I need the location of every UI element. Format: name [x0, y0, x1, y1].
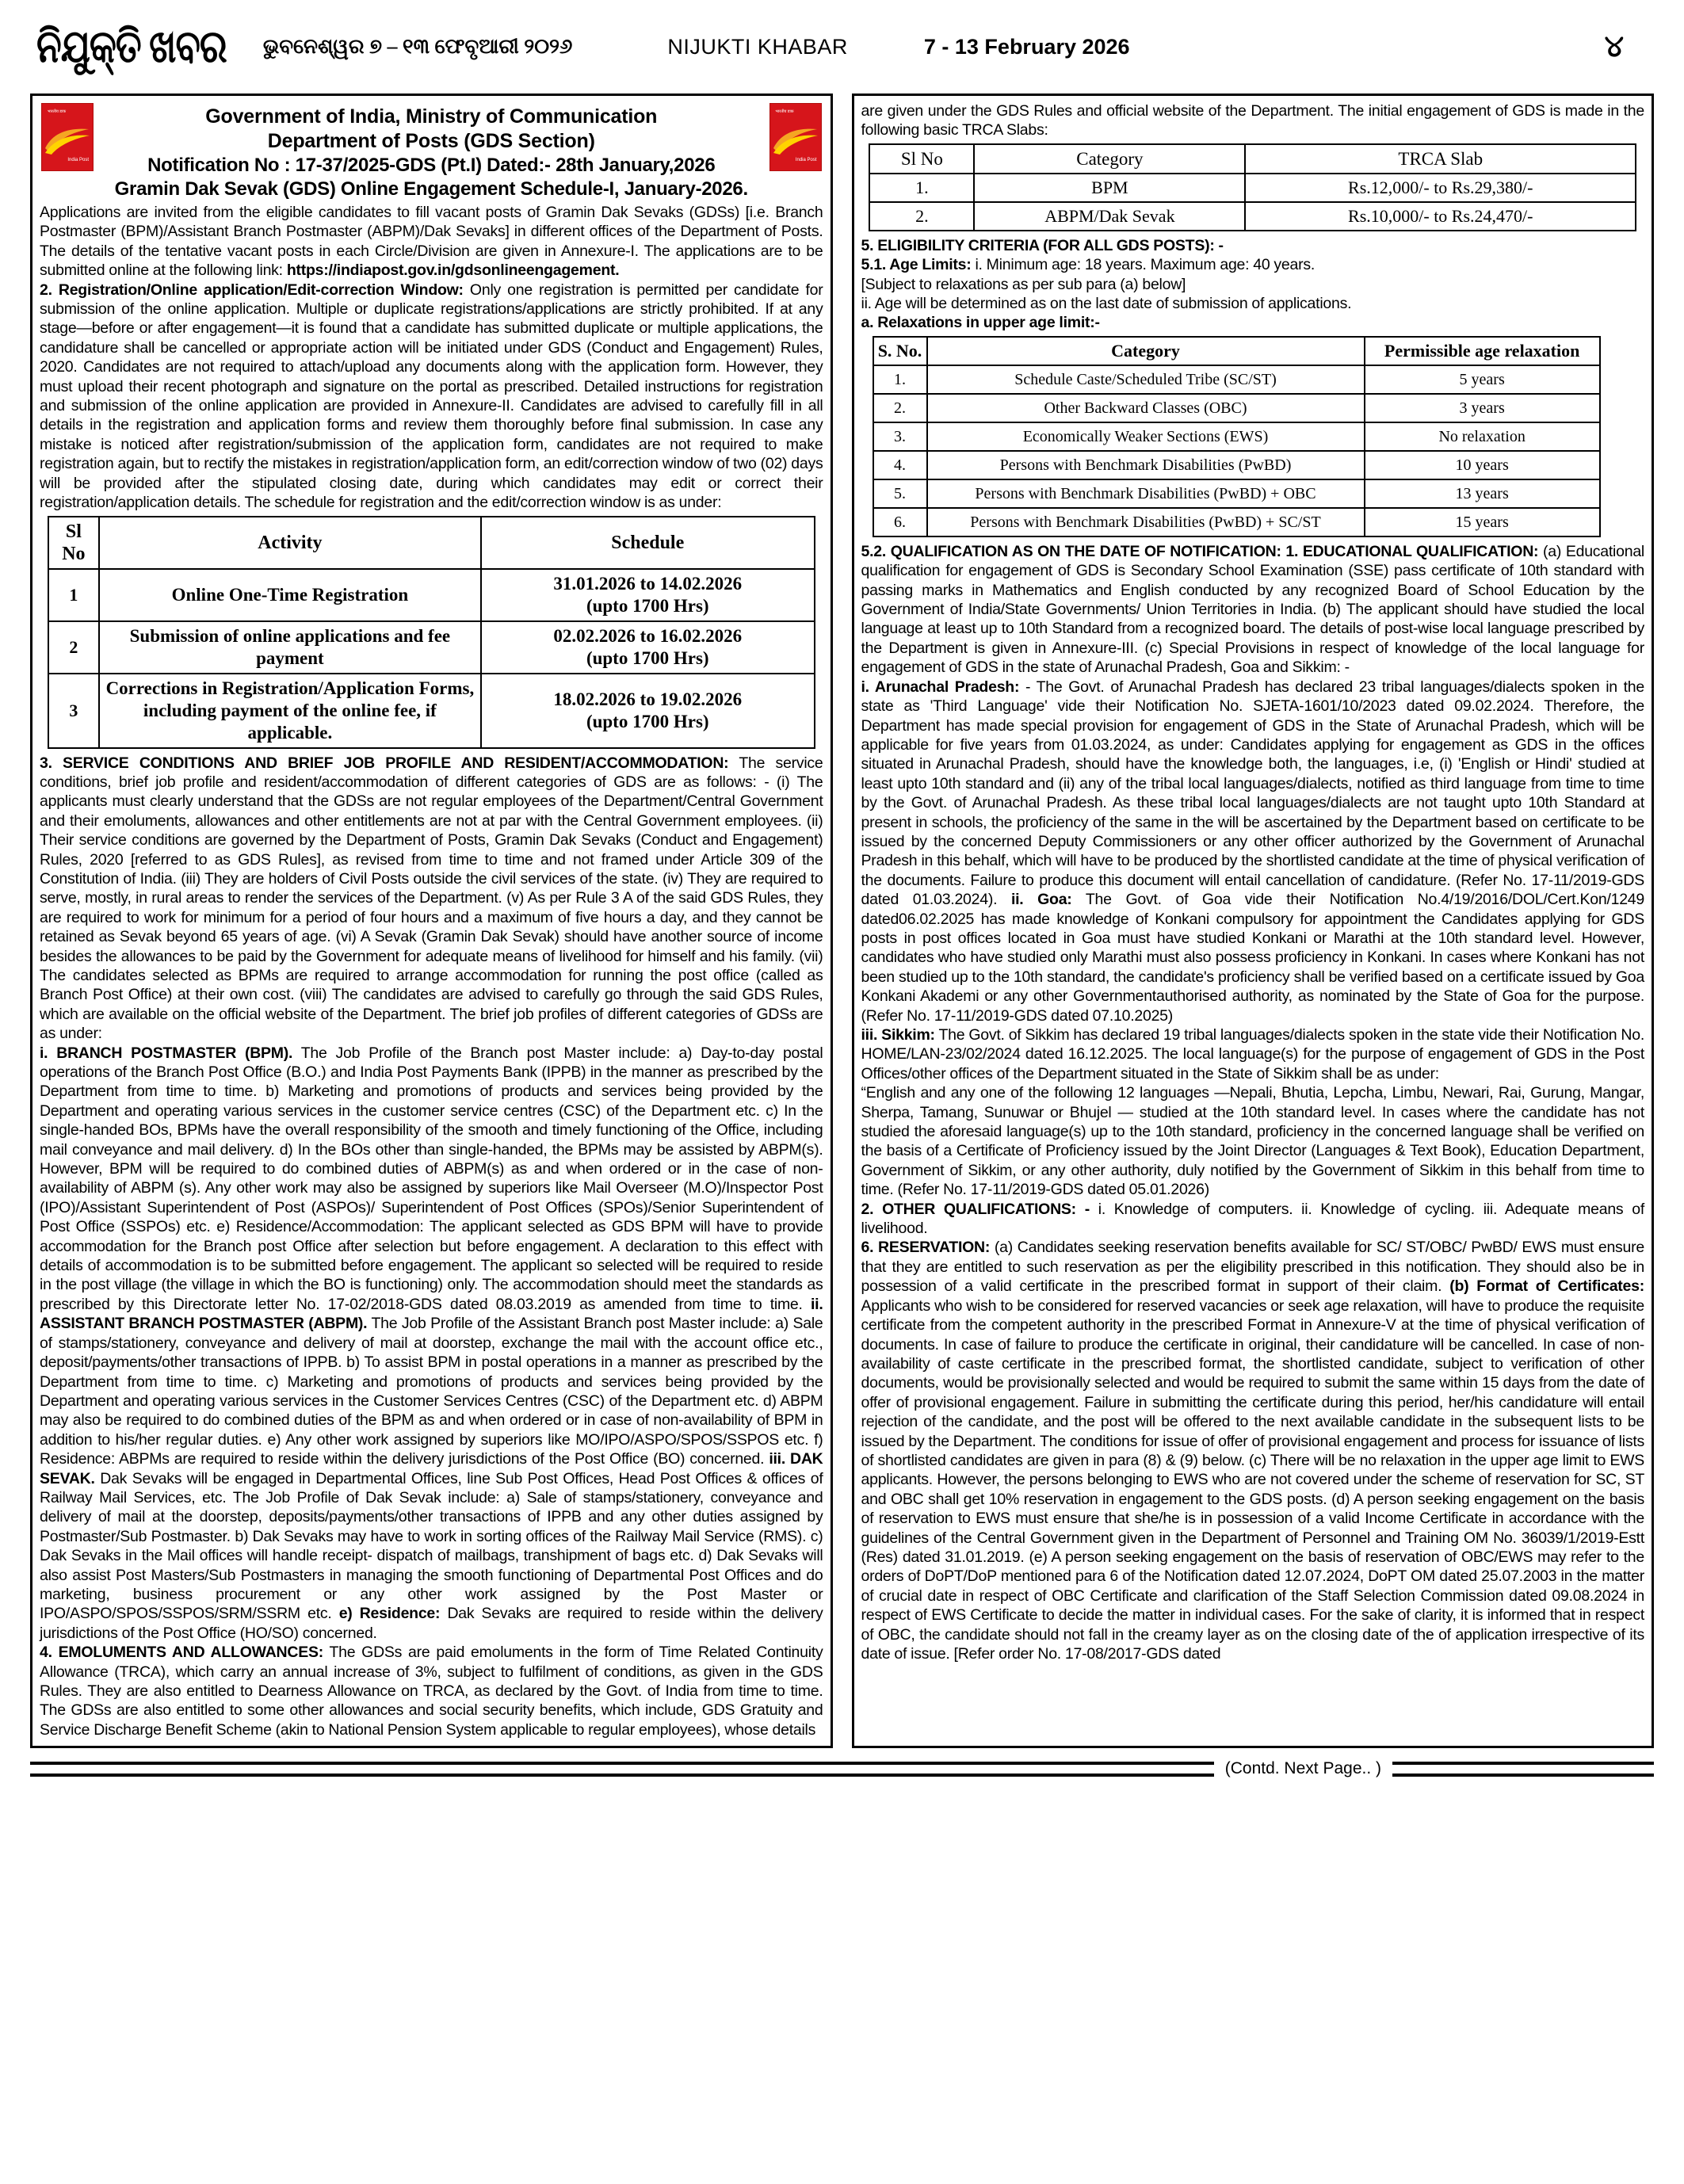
row-category: Schedule Caste/Scheduled Tribe (SC/ST): [927, 365, 1365, 394]
table-row: [869, 202, 1636, 231]
footer-rule: [30, 1759, 1654, 1778]
service-conditions-paragraph: [40, 754, 823, 1044]
row-relaxation: No relaxation: [1365, 422, 1600, 451]
registration-text: Only one registration is permitted per candidate for submission of the online application. Multiple or duplicate registrations/applications are strictly prohibited. If at any stage—before or after engagement—it is found that a candidate has submitted duplicate or multiple applications, the candidature shall be cancelled or appropriate action will be initiated under GDS (Conduct and Engagement) Rules, 2020. Candidates are not required to attach/upload any documents along with the application form. However, they must upload their recent photograph and signature on the portal as prescribed. Detailed instructions for registration and submission of the online application are provided in Annexure-II. Candidates are advised to carefully fill in all details in the registration and application forms and review them thoroughly before final submission. In case any mistake is noticed after registration/submission of the application form, candidates are not required to make registration again, but to rectify the mistakes in registration/application form, an edit/correction window of two (02) days will be provided after the stipulated closing date, during which candidates may edit or correct their registration/application details. The schedule for registration and the edit/correction window is as under:: [40, 281, 823, 512]
reservation-paragraph: [861, 1238, 1645, 1663]
other-qualifications-paragraph: [861, 1200, 1645, 1239]
table-row: [873, 394, 1600, 422]
row-sl: 2.: [869, 202, 974, 231]
schedule-dates: 02.02.2026 to 16.02.2026: [553, 625, 743, 646]
content-columns: [30, 94, 1654, 1748]
row-schedule: [481, 569, 815, 621]
table-row: [873, 365, 1600, 394]
row-sl: 1.: [873, 365, 927, 394]
age-determination-note: ii. Age will be determined as on the last date of submission of applications.: [861, 295, 1352, 313]
footer-bar-left: [30, 1762, 1214, 1777]
service-conditions-text: The service conditions, brief job profile and resident/accommodation of different categories of GDS are as follows: - (i) The applicants must clearly understand that the GDSs are not regular employees of the Department/Central Government and their emoluments, allowances and other entitlements are not at par with the Central Government employees. (ii) Their service conditions are governed by the Department of Posts, Gramin Dak Sevaks (Conduct and Engagement) Rules, 2020 [referred to as GDS Rules], as revised from time to time and not framed under Article 309 of the Constitution of India. (iii) They are holders of Civil Posts outside the civil services of the state. (iv) They are required to serve, mostly, in rural areas to render the services of the Department. (v) As per Rule 3 A of the said GDS Rules, they are required to work for minimum for a period of four hours and a maximum of five hours a day, and they cannot be retained as Sevak beyond 65 years of age. (vi) A Sevak (Gramin Dak Sevak) should have another source of income besides the allowances to be paid by the Government for adequate means of livelihood for himself and his family. (vii) The candidates selected as BPMs are required to arrange accommodation for running the post office (called as Branch Post Office) at their own cost. (viii) The candidates are advised to carefully go through the said GDS Rules, which are available on the official website of the Department. The brief job profiles of different categories of GDSs are as under:: [40, 754, 823, 1043]
row-sl: 1.: [869, 174, 974, 202]
registration-heading: 2. Registration/Online application/Edit-correction Window:: [40, 281, 464, 299]
age-limits-text: i. Minimum age: 18 years. Maximum age: 40 years.: [971, 256, 1316, 274]
intro-paragraph: [40, 203, 823, 281]
schedule-dates: 31.01.2026 to 14.02.2026: [553, 573, 743, 594]
india-post-logo-left-icon: [41, 103, 94, 171]
row-schedule: [481, 674, 815, 748]
emoluments-heading: 4. EMOLUMENTS AND ALLOWANCES:: [40, 1644, 323, 1662]
arunachal-paragraph: [861, 678, 1645, 1025]
header-sl-no: Sl No: [869, 144, 974, 174]
relaxation-subheading: [861, 313, 1645, 332]
reservation-heading: 6. RESERVATION:: [861, 1239, 991, 1257]
age-limits-heading: 5.1. Age Limits:: [861, 256, 972, 274]
masthead: [30, 0, 1654, 94]
row-slab: Rs.12,000/- to Rs.29,380/-: [1245, 174, 1636, 202]
sikkim-quote-paragraph: “English and any one of the following 12 languages —Nepali, Bhutia, Lepcha, Limbu, Newari, Rai, Gurung, Mangar, Sherpa, Tamang, Sunuwar or Bhujel — studied at the 10th standard level. In cases where the candidate has not studied the aforesaid language(s) up to the 10th standard, proficiency in the concerned language shall be verified on the basis of a Certificate of Proficiency issued by the Joint Director (Languages & Text Book), Education Department, Government of Sikkim, or any other authority, duly notified by the Government of Sikkim in this behalf from time to time. (Refer No. 17-11/2019-GDS dated 05.01.2026): [861, 1084, 1644, 1199]
contd-label: (Contd. Next Page.. ): [1224, 1759, 1381, 1778]
row-sl: 4.: [873, 451, 927, 479]
table-header-row: [48, 517, 815, 569]
row-activity: Online One-Time Registration: [99, 569, 481, 621]
eligibility-heading-text: 5. ELIGIBILITY CRITERIA (FOR ALL GDS POSTS): -: [861, 236, 1224, 254]
row-sl: 2: [48, 621, 99, 674]
relaxation-subheading-text: a. Relaxations in upper age limit:-: [861, 314, 1100, 332]
header-activity: Activity: [99, 517, 481, 569]
row-category: Persons with Benchmark Disabilities (PwBD): [927, 451, 1365, 479]
service-conditions-heading: 3. SERVICE CONDITIONS AND BRIEF JOB PROFILE AND RESIDENT/ACCOMMODATION:: [40, 754, 729, 772]
eligibility-heading: [861, 236, 1645, 255]
table-row: [869, 174, 1636, 202]
other-qualifications-heading: 2. OTHER QUALIFICATIONS: -: [861, 1200, 1090, 1218]
schedule-time: (upto 1700 Hrs): [586, 595, 709, 616]
reservation-text-b: Applicants who wish to be considered for reserved vacancies or seek age relaxation, will have to produce the requisite certificate from the competent authority in the prescribed Format in Annexure-V at the time of physical verification of documents. In case of failure to produce the certificate in original, their candidature will be cancelled. In case of non-availability of caste certificate in the prescribed format, the shortlisted candidate, subject to verification of other documents, would be provisionally selected and would be required to submit the same within 15 days from the date of offer of provisional engagement. Failure in submitting the certificate during this period, her/his candidature will entail rejection of the candidate, and the post will be offered to the next available candidate in the subsequent lists to be issued by the Department. The conditions for issue of offer of provisional engagement and process for issuance of lists of shortlisted candidates are given in para (8) & (9) below. (c) There will be no relaxation in the upper age limit to EWS applicants. However, the persons belonging to EWS who are not covered under the scheme of reservation for SC, ST and OBC shall get 10% reservation in engagement to the GDS posts. (d) A person seeking engagement on the basis of reservation to EWS must ensure that she/he is in possession of a valid Income Certificate in accordance with the guidelines of the Central Government given in the Department of Personnel and Training OM No. 36039/1/2019-Estt (Res) dated 31.01.2019. (e) A person seeking engagement on the basis of reservation of OBC/EWS may refer to the orders of DoPT/DoP mentioned para 6 of the Notification dated 12.07.2024, DoPT OM dated 25.07.2003 in the matter of crucial date in respect of OBC Certificate and clarification of the Staff Selection Commission dated 09.08.2024 in respect of EWS Certificate to decide the matter in individual cases. For the sake of clarity, it is informed that in respect of OBC, the candidate should not fall in the creamy layer as on the closing date of the of application irrespective of its date of issue. [Refer order No. 17-08/2017-GDS dated: [861, 1296, 1644, 1663]
abpm-text: The Job Profile of the Assistant Branch post Master include: a) Sale of stamps/stationery, conveyance and delivery of mail at doorstep, exchange the mail with the account office etc., deposit/payments/other transactions of IPPB. b) To assist BPM in postal operations in a manner as prescribed by the Department from time to time. c) Marketing and promotions of products and services being provided by the Department and operating various services in the Customer Services Centres (CSC) of the Department etc. d) ABPM may also be required to do combined duties of the BPM as and when ordered or in case of non-availability of BPM in addition to his/her regular duties. e) Any other work assigned by superiors like MO/IPO/ASPO/SPOS/SSPOS etc. f) Residence: ABPMs are required to reside within the delivery jurisdictions of the Post Office (BO) concerned.: [40, 1315, 823, 1468]
notification-title-line1: Government of India, Ministry of Communication: [205, 105, 658, 128]
schedule-time: (upto 1700 Hrs): [586, 647, 709, 668]
table-row: [873, 451, 1600, 479]
row-category: Other Backward Classes (OBC): [927, 394, 1365, 422]
emoluments-paragraph: [40, 1643, 823, 1739]
age-limits-line: [861, 255, 1645, 274]
notification-header: [40, 101, 823, 203]
header-permissible-relaxation: Permissible age relaxation: [1365, 337, 1600, 365]
dak-sevak-text: Dak Sevaks will be engaged in Departmental Offices, line Sub Post Offices, Head Post Offices & offices of Railway Mail Services, etc. The Job Profile of Dak Sevak include: a) Sale of stamps/stationery, conveyance and delivery of mail at the doorstep, deposits/payments/other transactions of IPPB and any other duties assigned by Postmaster/Sub Postmaster. b) Dak Sevaks may have to work in sorting offices of the Railway Mail Service (RMS). c) Dak Sevaks in the Mail offices will handle receipt- dispatch of mailbags, transhipment of bags etc. d) Dak Sevaks will also assist Post Masters/Sub Postmasters in managing the smooth functioning of Departmental Post Offices and do marketing, business procurement or any other work assigned by the Post Master or IPO/ASPO/SPOS/SSPOS/SRM/SSRM etc.: [40, 1469, 823, 1623]
bpm-paragraph: [40, 1044, 823, 1644]
schedule-table: [48, 516, 815, 749]
masthead-date-english: 7 - 13 February 2026: [923, 34, 1130, 59]
header-schedule: Schedule: [481, 517, 815, 569]
stamp-hindi-label-2: भारतीय डाक: [775, 109, 794, 114]
row-category: ABPM/Dak Sevak: [974, 202, 1245, 231]
table-row: [48, 674, 815, 748]
header-category: Category: [927, 337, 1365, 365]
row-relaxation: 5 years: [1365, 365, 1600, 394]
qualification-paragraph: [861, 542, 1645, 678]
row-category: Economically Weaker Sections (EWS): [927, 422, 1365, 451]
row-slab: Rs.10,000/- to Rs.24,470/-: [1245, 202, 1636, 231]
row-relaxation: 10 years: [1365, 451, 1600, 479]
table-row: [48, 569, 815, 621]
table-header-row: [873, 337, 1600, 365]
notification-schedule-title: Gramin Dak Sevak (GDS) Online Engagement Schedule-I, January-2026.: [114, 178, 748, 200]
masthead-date-odia: ଭୁବନେଶ୍ୱର ୭ – ୧୩ ଫେବୃଆରୀ ୨୦୨୬: [262, 34, 573, 58]
india-post-swoosh-icon: [45, 128, 90, 155]
bpm-text: The Job Profile of the Branch post Master include: a) Day-to-day postal operations of the Branch Post Office (B.O.) and India Post Payments Bank (IPPB) in the manner as prescribed by the Department from time to time. b) Marketing and promotions of products and services being provided by the Department and operating various services in the customer service centres (CSC) of the Department etc. c) In the single-handed BOs, BPMs have the overall responsibility of the smooth and timely functioning of the Office, including mail conveyance and mail delivery. d) In the BOs other than single-handed, the BPMs may be assisted by ABPM(s). However, BPM will be required to do combined duties of ABPM(s) as and when ordered or in the case of non-availability of ABPM (s). Any other work may also be assigned by superiors like Mail Overseer (M.O)/Inspector Post (IPO)/Assistant Superintendent of Post (ASPOs)/ Superintendent of Post Offices (SPOs)/Senior Superintendent of Post Office (SSPOs) etc. e) Residence/Accommodation: The applicant selected as GDS BPM will have to provide accommodation for the Branch post Office after selection but before engagement. A declaration to this effect with details of accommodation is to be submitted before engagement. The applicant so selected will be required to reside in the post village (the village in which the BO is functioning) only. The accommodation should meet the standards as prescribed by this Directorate letter No. 17-02/2018-GDS dated 08.03.2019 as amended from time to time.: [40, 1044, 823, 1313]
qualification-text: (a) Educational qualification for engagement of GDS is Secondary School Examination (SSE) pass certificate of 10th standard with passing marks in Mathematics and English conducted by any recognized Board of School Education by the Government of India/State Governments/ Union Territories in India. (b) The applicant should have studied the local language at least up to 10th Standard from a recognized board. The details of post-wise local language prescribed by the Department is given in Annexure-III. (c) Special Provisions in respect of knowledge of the local language for engagement of GDS in the state of Arunachal Pradesh, Goa and Sikkim: -: [861, 542, 1644, 677]
row-relaxation: 3 years: [1365, 394, 1600, 422]
row-schedule: [481, 621, 815, 674]
notification-title-line2: Department of Posts (GDS Section): [267, 130, 595, 152]
goa-text: The Govt. of Goa vide their Notification No.4/19/2016/DOL/Cert.Kon/1249 dated06.02.2025 has made knowledge of Konkani compulsory for appointment the Candidates applying for GDS posts in post offices located in Goa must have studied Konkani or Marathi at the 10th standard level. However, candidates who have studied only Marathi must also possess proficiency in Konkani. In cases where Konkani has not been studied up to the 10th standard, the candidate's proficiency shall be verified based on a certificate issued by Goa Konkani Akademi or any other Governmentauthorised authority, as nominated by the State of Goa for the purpose. (Refer No. 17-11/2019-GDS dated 07.10.2025): [861, 891, 1644, 1025]
left-column: [30, 94, 833, 1748]
dak-residence-text: Dak Sevaks are required to reside within the delivery jurisdictions of the Post Office (HO/SO) concerned.: [40, 1605, 823, 1642]
row-sl: 2.: [873, 394, 927, 422]
row-sl: 3: [48, 674, 99, 748]
row-relaxation: 13 years: [1365, 479, 1600, 508]
continuation-paragraph: are given under the GDS Rules and official website of the Department. The initial engagement of GDS is made in the following basic TRCA Slabs:: [861, 102, 1644, 139]
newspaper-logo: ନିଯୁକ୍ତି ଖବର: [36, 21, 227, 72]
sikkim-paragraph: [861, 1025, 1645, 1083]
row-category: BPM: [974, 174, 1245, 202]
registration-paragraph: [40, 281, 823, 513]
dak-sevak-heading: iii. DAK SEVAK.: [40, 1450, 823, 1487]
row-category: Persons with Benchmark Disabilities (PwBD) + SC/ST: [927, 508, 1365, 536]
row-activity: Submission of online applications and fee payment: [99, 621, 481, 674]
row-relaxation: 15 years: [1365, 508, 1600, 536]
header-sl-no: Sl No: [48, 517, 99, 569]
sikkim-heading: iii. Sikkim:: [861, 1026, 935, 1044]
row-sl: 6.: [873, 508, 927, 536]
header-s-no: S. No.: [873, 337, 927, 365]
bpm-heading: i. BRANCH POSTMASTER (BPM).: [40, 1044, 293, 1062]
row-category: Persons with Benchmark Disabilities (PwBD) + OBC: [927, 479, 1365, 508]
notification-number: Notification No : 17-37/2025-GDS (Pt.I) Dated:- 28th January,2026: [147, 155, 716, 176]
intro-text: Applications are invited from the eligible candidates to fill vacant posts of Gramin Dak Sevaks (GDSs) [i.e. Branch Postmaster (BPM)/Assistant Branch Postmaster (ABPM)/Dak Sevaks] in different offices of the Department of Posts. The details of the tentative vacant posts in each Circle/Division are given in Annexure-I. The applications are to be submitted online at the following link:: [40, 204, 823, 280]
india-post-logo-right-icon: [769, 103, 822, 171]
application-link: https://indiapost.gov.in/gdsonlineengagement.: [286, 262, 620, 280]
arunachal-heading: i. Arunachal Pradesh:: [861, 678, 1020, 696]
page-number: ୪: [1604, 30, 1624, 63]
stamp-hindi-label: भारतीय डाक: [48, 109, 67, 114]
qualification-heading: 5.2. QUALIFICATION AS ON THE DATE OF NOTIFICATION: 1. EDUCATIONAL QUALIFICATION:: [861, 542, 1539, 560]
footer-bar-right: [1392, 1762, 1654, 1777]
right-column: [852, 94, 1655, 1748]
other-qualifications-text: i. Knowledge of computers. ii. Knowledge of cycling. iii. Adequate means of livelihood.: [861, 1200, 1644, 1238]
table-row: [48, 621, 815, 674]
schedule-time: (upto 1700 Hrs): [586, 711, 709, 731]
india-post-swoosh-icon-2: [773, 128, 818, 155]
table-row: [873, 479, 1600, 508]
age-relaxation-table: [873, 336, 1601, 537]
emoluments-text: The GDSs are paid emoluments in the form of Time Related Continuity Allowance (TRCA), which carry an annual increase of 3%, subject to fulfilment of conditions, as given in the GDS Rules. They are also entitled to Dearness Allowance on TRCA, as declared by the Govt. of India from time to time. The GDSs are also entitled to some other allowances and social security benefits, which include, GDS Gratuity and Service Discharge Benefit Scheme (akin to National Pension System applicable to regular employees), whose details: [40, 1644, 823, 1739]
stamp-brand-label-2: India Post: [795, 158, 817, 162]
age-relaxation-note: [Subject to relaxations as per sub para (a) below]: [861, 275, 1186, 293]
masthead-paper-name: NIJUKTI KHABAR: [667, 34, 848, 59]
trca-slab-table: [869, 143, 1636, 231]
table-row: [873, 422, 1600, 451]
row-sl: 1: [48, 569, 99, 621]
arunachal-text: - The Govt. of Arunachal Pradesh has declared 23 tribal languages/dialects spoken in the state as 'Third Language' vide their Notification No. SJETA-1601/10/2023 dated 09.02.2024. Therefore, the Department has made special provision for engagement of GDS in the State of Arunachal Pradesh, which will be applicable for five years from 01.03.2024, as under: Candidates applying for engagement as GDS in the offices situated in Arunachal Pradesh, should have the knowledge both, the languages, i.e, (i) 'English or Hindi' studied at least upto 10th standard and (ii) any of the tribal local languages/dialects, notified as third language from time to time by the Govt. of Arunachal Pradesh. As these tribal local languages/dialects are not taught upto 10th Standard at present in schools, the proficiency of the same in the will be ascertained by the Department based on certificate to be issued by the concerned Deputy Commissioners or any other officer authorized by the Government of Arunachal Pradesh in this behalf, which will have to be produced by the shortlisted candidate at the time of physical verification of the documents. Failure to produce this document will entail cancellation of candidature. (Refer No. 17-11/2019-GDS dated 01.03.2024).: [861, 678, 1645, 909]
stamp-brand-label: India Post: [67, 158, 89, 162]
header-trca-slab: TRCA Slab: [1245, 144, 1636, 174]
table-header-row: [869, 144, 1636, 174]
header-category: Category: [974, 144, 1245, 174]
schedule-dates: 18.02.2026 to 19.02.2026: [553, 689, 743, 709]
row-sl: 3.: [873, 422, 927, 451]
row-sl: 5.: [873, 479, 927, 508]
table-row: [873, 508, 1600, 536]
reservation-text-a: (a) Candidates seeking reservation benefits available for SC/ ST/OBC/ PwBD/ EWS must ensure that they are entitled to such reservation as per the eligibility prescribed in this notification. They should also be in possession of a valid certificate in the prescribed format in support of their claim.: [861, 1239, 1644, 1296]
dak-residence-heading: e) Residence:: [338, 1605, 441, 1623]
goa-heading: ii. Goa:: [1010, 891, 1072, 909]
certificate-format-heading: (b) Format of Certificates:: [1449, 1277, 1644, 1296]
sikkim-text: The Govt. of Sikkim has declared 19 tribal languages/dialects spoken in the state vide their Notification No. HOME/LAN-23/02/2024 dated 16.12.2025. The local language(s) for the purpose of engagement of GDS in the Post Offices/other offices of the Department situated in the State of Sikkim shall be as under:: [861, 1026, 1644, 1082]
row-activity: Corrections in Registration/Application Forms, including payment of the online fee, if applicable.: [99, 674, 481, 748]
abpm-heading: ii. ASSISTANT BRANCH POSTMASTER (ABPM).: [40, 1295, 823, 1333]
